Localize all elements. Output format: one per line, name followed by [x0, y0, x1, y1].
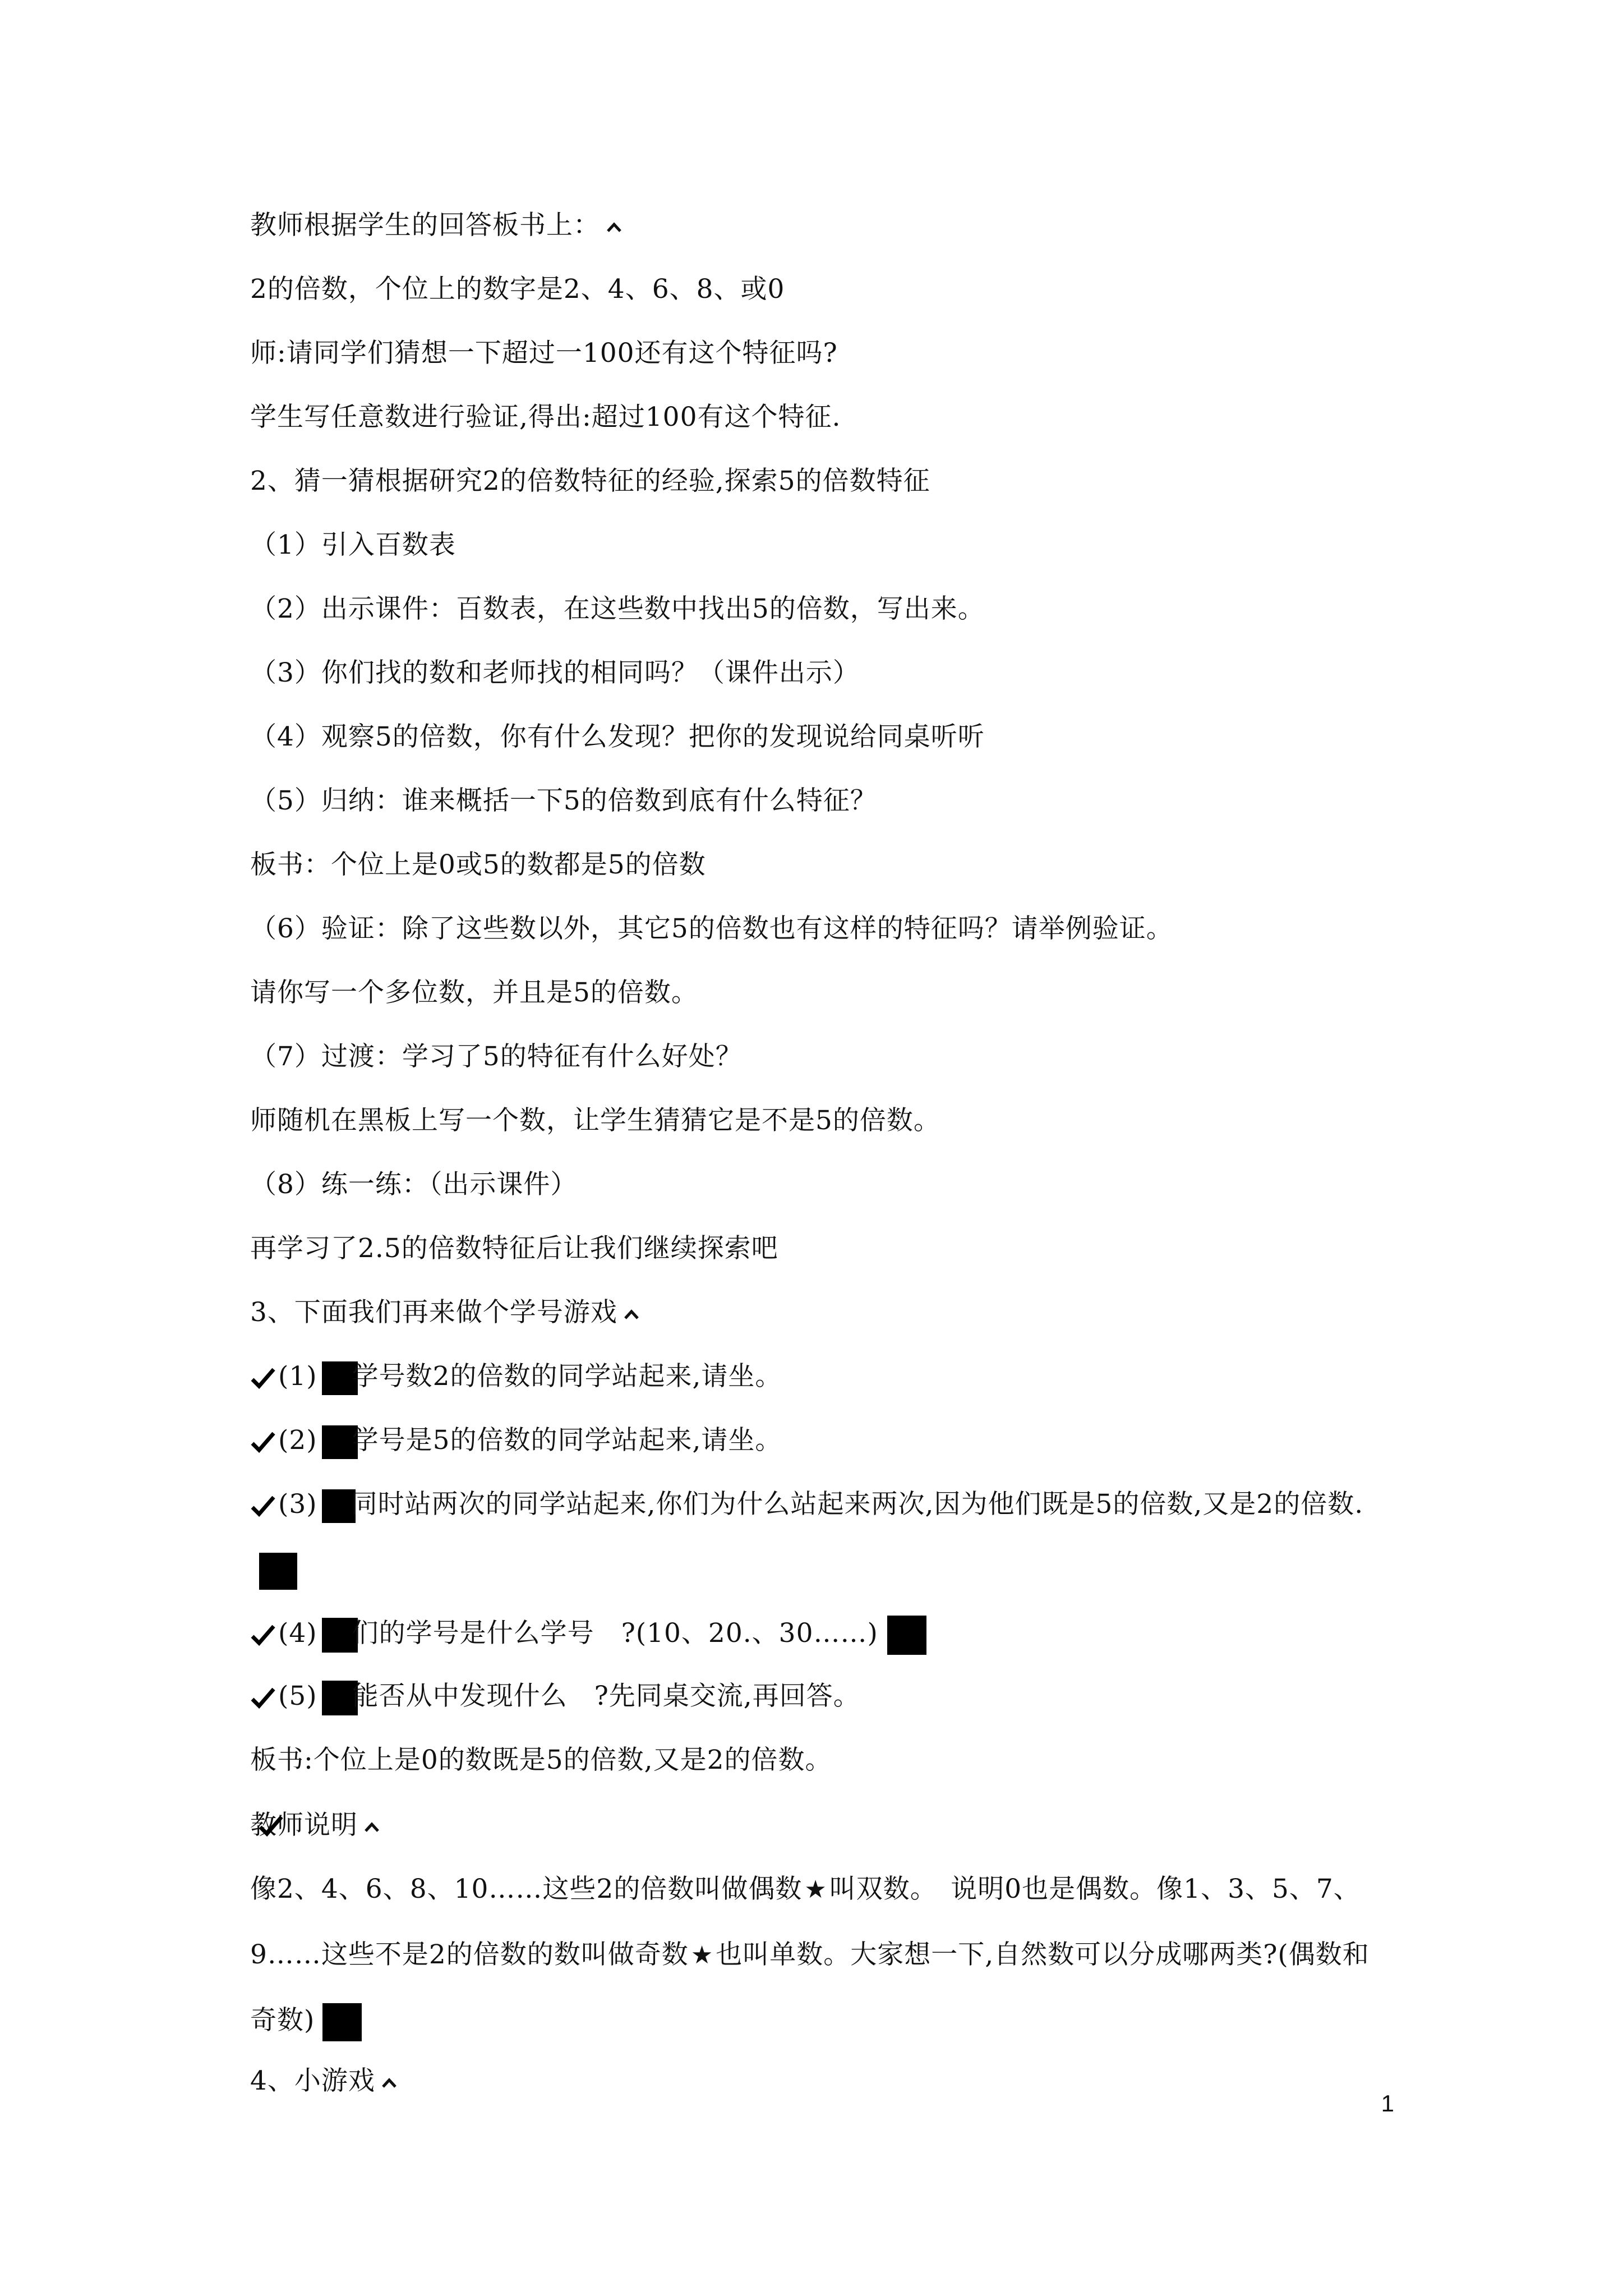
line-5: 2、猜一猜根据研究2的倍数特征的经验,探索5的倍数特征 [250, 466, 930, 496]
caret-icon [381, 2077, 398, 2089]
item-number: (3) [278, 1489, 317, 1520]
para-part: 也叫单数。大家想一下,自然数可以分成哪两类?(偶数和奇数) [250, 1939, 1370, 2036]
section-4-heading [250, 2064, 1387, 2098]
redaction-box [322, 2003, 362, 2041]
line-text: 4、小游戏 [250, 2065, 375, 2096]
redaction-box [322, 1489, 356, 1523]
teacher-note-title: 教师说明 [250, 1810, 358, 1841]
line-6: （1）引入百数表 [250, 530, 456, 560]
game-item-5 [250, 1680, 1387, 1715]
item-text: 同时站两次的同学站起来,你们为什么站起来两次,因为他们既是5的倍数,又是2的倍数. [351, 1489, 1364, 1520]
checkmark-icon [258, 1812, 284, 1846]
checkmark-icon [250, 1431, 278, 1453]
star-icon: ★ [690, 1941, 714, 1970]
caret-icon [606, 221, 623, 233]
checkmark-icon [250, 1495, 278, 1517]
teacher-note-title-wrap [250, 1809, 358, 1842]
checkmark-icon [250, 1687, 278, 1709]
game-item-1 [250, 1360, 1387, 1395]
line-9: （4）观察5的倍数，你有什么发现？把你的发现说给同桌听听 [250, 721, 985, 752]
line-13: 请你写一个多位数，并且是5的倍数。 [250, 977, 698, 1008]
line-8: （3）你们找的数和老师找的相同吗？（课件出示） [250, 657, 860, 688]
line-3: 师:请同学们猜想一下超过一100还有这个特征吗? [250, 338, 838, 369]
line-16: （8）练一练：（出示课件） [250, 1169, 578, 1200]
game-item-3 [250, 1472, 1387, 1602]
item-number: (5) [278, 1681, 317, 1711]
redaction-box [259, 1553, 297, 1590]
line-17: 再学习了2.5的倍数特征后让我们继续探索吧 [250, 1233, 778, 1264]
caret-icon [623, 1308, 640, 1320]
star-icon: ★ [804, 1875, 827, 1904]
redaction-box [887, 1616, 926, 1655]
checkmark-icon [250, 1367, 278, 1389]
game-item-2 [250, 1424, 1387, 1459]
para-part: 叫双数。 说明0也是偶数。像1、3、5、7、9……这些不是2的倍数的数叫做奇数 [250, 1874, 1361, 1970]
item-number: (4) [278, 1618, 317, 1649]
line-1 [250, 209, 1387, 242]
even-odd-paragraph [250, 1857, 1387, 2053]
game-item-4 [250, 1616, 1387, 1655]
line-14: （7）过渡：学习了5的特征有什么好处？ [250, 1041, 743, 1072]
caret-icon [363, 1821, 380, 1833]
line-10: （5）归纳：谁来概括一下5的倍数到底有什么特征？ [250, 785, 877, 816]
line-text: 教师根据学生的回答板书上： [250, 210, 600, 241]
item-text: 能否从中发现什么 ?先同桌交流,再回答。 [352, 1681, 860, 1711]
line-text: 3、下面我们再来做个学号游戏 [250, 1297, 617, 1328]
item-number: (2) [278, 1425, 317, 1456]
line-7: （2）出示课件：百数表，在这些数中找出5的倍数，写出来。 [250, 593, 985, 624]
board-note: 板书:个位上是0的数既是5的倍数,又是2的倍数。 [250, 1745, 832, 1775]
line-18 [250, 1296, 1387, 1329]
item-text: 学号是5的倍数的同学站起来,请坐。 [352, 1425, 782, 1456]
item-number: (1) [278, 1361, 317, 1392]
checkmark-icon [250, 1624, 278, 1646]
line-15: 师随机在黑板上写一个数，让学生猜猜它是不是5的倍数。 [250, 1105, 940, 1136]
line-11: 板书：个位上是0或5的数都是5的倍数 [250, 849, 706, 880]
line-12: （6）验证：除了这些数以外，其它5的倍数也有这样的特征吗？请举例验证。 [250, 913, 1173, 944]
item-text: 学号数2的倍数的同学站起来,请坐。 [352, 1361, 782, 1392]
item-text: 们的学号是什么学号 ?(10、20.、30……) [352, 1618, 878, 1649]
teacher-note-heading [250, 1809, 1387, 1842]
line-2: 2的倍数，个位上的数字是2、4、6、8、或0 [250, 274, 785, 305]
page-number: 1 [1381, 2090, 1394, 2116]
line-4: 学生写任意数进行验证,得出:超过100有这个特征. [250, 402, 841, 432]
para-part: 像2、4、6、8、10……这些2的倍数叫做偶数 [250, 1874, 803, 1904]
